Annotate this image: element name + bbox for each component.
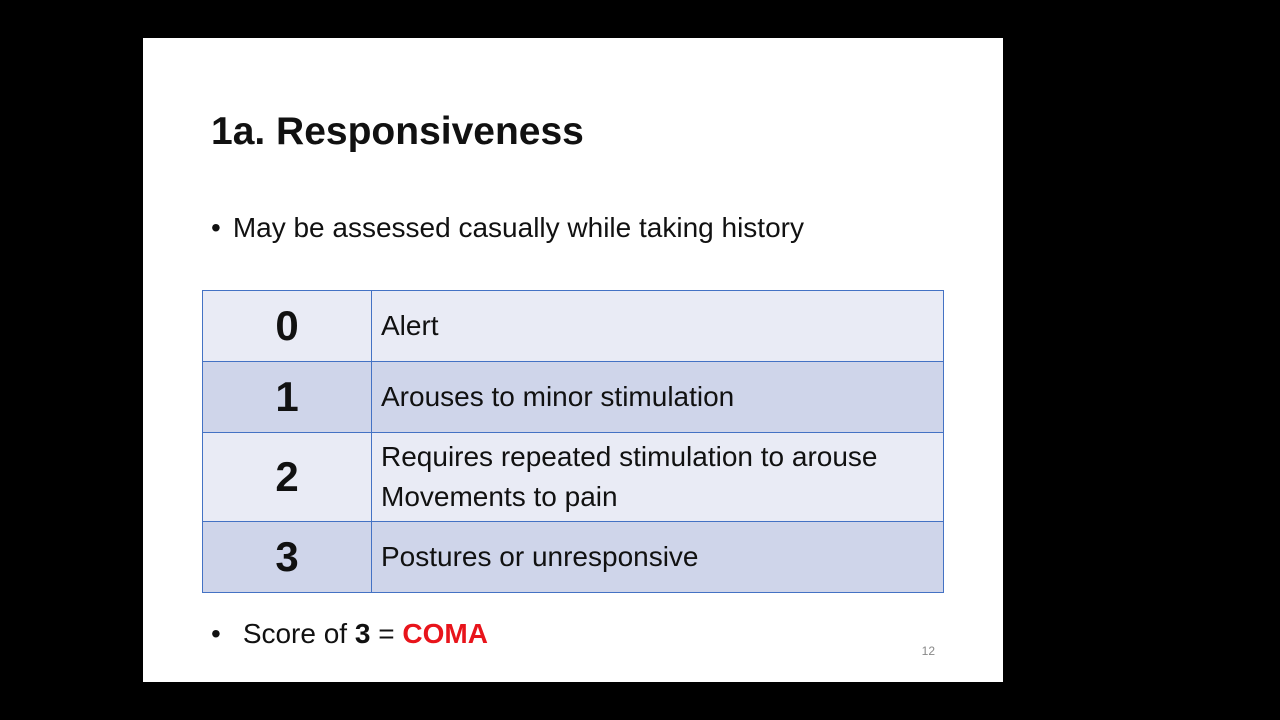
coma-label: COMA bbox=[402, 618, 488, 649]
description-cell: Alert bbox=[372, 291, 944, 362]
description-line: Requires repeated stimulation to arouse bbox=[381, 441, 878, 472]
score-cell: 2 bbox=[203, 433, 372, 522]
bullet-text: May be assessed casually while taking history bbox=[232, 212, 804, 243]
description-line: Movements to pain bbox=[381, 481, 618, 512]
score-prefix: Score of bbox=[242, 618, 355, 649]
bullet-coma bbox=[211, 618, 488, 650]
description-cell: Arouses to minor stimulation bbox=[372, 362, 944, 433]
score-cell: 3 bbox=[203, 522, 372, 593]
bullet-icon: • bbox=[211, 212, 221, 243]
score-cell: 1 bbox=[203, 362, 372, 433]
page-number: 12 bbox=[921, 644, 935, 658]
table-row bbox=[203, 433, 944, 522]
responsiveness-table bbox=[202, 290, 944, 593]
description-cell bbox=[372, 433, 944, 522]
score-value: 3 bbox=[354, 618, 371, 649]
bullet-history bbox=[211, 212, 804, 244]
slide-title: 1a. Responsiveness bbox=[211, 110, 584, 153]
table-row bbox=[203, 362, 944, 433]
table-row bbox=[203, 291, 944, 362]
equals-sign: = bbox=[370, 618, 403, 649]
bullet-icon: • bbox=[211, 618, 221, 649]
score-cell: 0 bbox=[203, 291, 372, 362]
table-row bbox=[203, 522, 944, 593]
slide bbox=[143, 38, 1003, 682]
description-cell: Postures or unresponsive bbox=[372, 522, 944, 593]
